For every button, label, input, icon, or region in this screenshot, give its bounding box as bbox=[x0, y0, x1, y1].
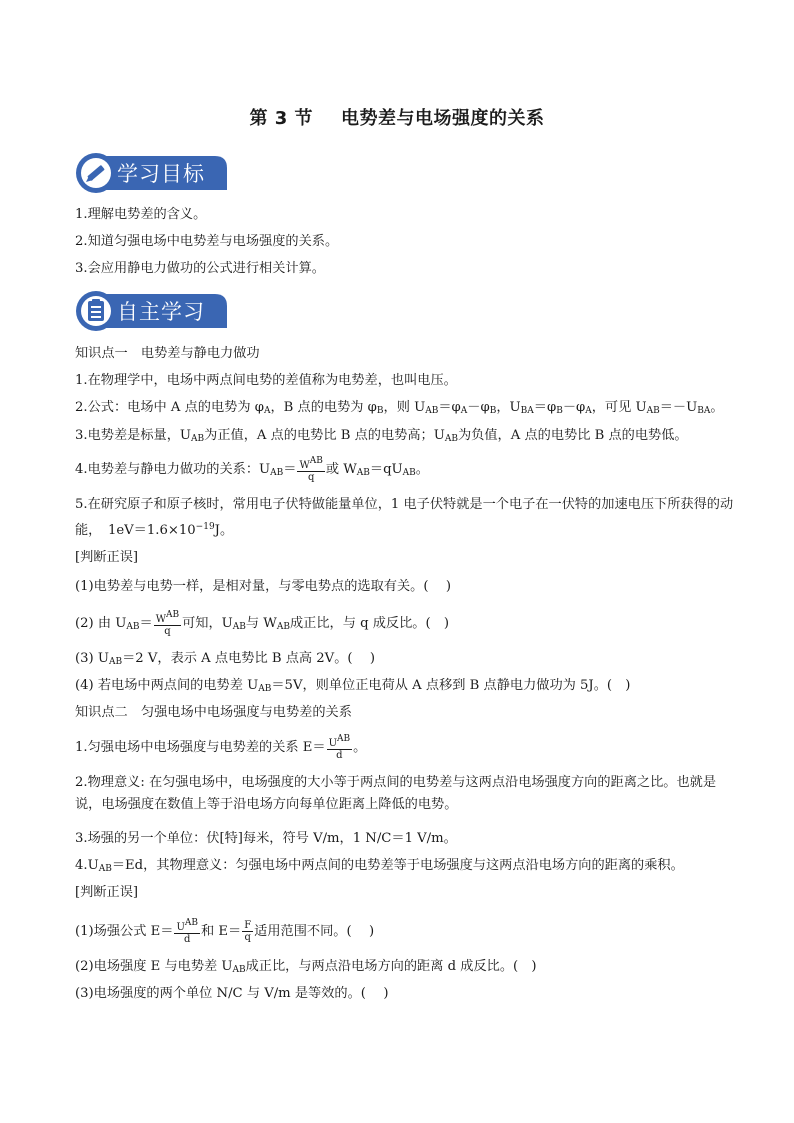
kp2-p1: 1.匀强电场中电场强度与电势差的关系 E＝ $\frac{U^{AB}}{d}$ 。 bbox=[75, 734, 367, 761]
fraction-wab-over-q: $\frac{W^{AB}}{q}$ bbox=[299, 456, 323, 483]
kp1-judge-label: [判断正误] bbox=[75, 550, 139, 565]
kp1-p3: 3.电势差是标量，$U_{AB}$为正值，A 点的电势比 B 点的电势高；$U_{AB}$为负值，A 点的电势比 B 点的电势低。 bbox=[75, 428, 688, 444]
kp1-p4: 4.电势差与静电力做功的关系：$U_{AB}=$ $\frac{W^{AB}}{q}$ 或 $W_{AB}=qU_{AB}$。 bbox=[75, 456, 429, 483]
kp1-p1: 1.在物理学中，电场中两点间电势的差值称为电势差，也叫电压。 bbox=[75, 373, 457, 388]
kp2-p2: 2.物理意义: 在匀强电场中，电场强度的大小等于两点间的电势差与这两点沿电场强度方向的距离之比。也就是说，电场强度在数值上等于沿电场方向每单位距离上降低的电势。 bbox=[75, 775, 717, 812]
goal-1: 1.理解电势差的含义。 bbox=[75, 207, 207, 222]
fraction-f-over-q: $\frac{F}{q}$ bbox=[244, 920, 252, 943]
kp2-p4: $4.U_{AB}=Ed$，其物理意义：匀强电场中两点间的电势差等于电场强度与这两点沿电场方向的距离的乘积。 bbox=[75, 858, 684, 874]
kp1-p2: 2.公式：电场中 A 点的电势为 $\varphi_A$，B 点的电势为 $\varphi_B$，则 $U_{AB}=\varphi_A-\varphi_B$，$U_{BA}=\varphi_B-\varphi_A$，可见 $U_{AB}=-U_{BA}$。 bbox=[75, 400, 724, 416]
page-title bbox=[0, 104, 794, 130]
section-topic: 电势差与电场强度的关系 bbox=[341, 108, 545, 129]
section-number: 第 3 节 bbox=[249, 108, 314, 129]
kp1-question-3: (3) $U_{AB}=2$ V，表示 A 点电势比 B 点高 2V。( ) bbox=[75, 651, 376, 667]
kp2-question-1: (1)场强公式 E＝ $\frac{U^{AB}}{d}$ 和 E＝ $\frac{F}{q}$ 适用范围不同。( ) bbox=[75, 918, 375, 945]
goal-3: 3.会应用静电力做功的公式进行相关计算。 bbox=[75, 261, 325, 276]
fraction-uab-over-d-2: $\frac{U^{AB}}{d}$ bbox=[176, 918, 198, 945]
kp1-question-4: (4) 若电场中两点间的电势差 $U_{AB}=5V$，则单位正电荷从 A 点移到 B 点静电力做功为 5J。( ) bbox=[75, 678, 631, 694]
kp2-question-2: (2)电场强度 E 与电势差 $U_{AB}$成正比，与两点沿电场方向的距离 d 成反比。( ) bbox=[75, 959, 537, 975]
kp1-question-2: (2) 由 $U_{AB}=$ $\frac{W^{AB}}{q}$ 可知，$U_{AB}$与 $W_{AB}$成正比，与 q 成反比。( ) bbox=[75, 610, 449, 637]
kp1-question-1: (1)电势差与电势一样，是相对量，与零电势点的选取有关。( ) bbox=[75, 579, 452, 594]
self-study-banner bbox=[75, 290, 230, 332]
kp2-question-3: (3)电场强度的两个单位 N/C 与 V/m 是等效的。( ) bbox=[75, 986, 389, 1001]
kp2-judge-label: [判断正误] bbox=[75, 885, 139, 900]
kp2-heading: 知识点二 匀强电场中电场强度与电势差的关系 bbox=[75, 705, 352, 720]
self-study-banner-label: 自主学习 bbox=[117, 300, 205, 324]
kp1-p5: 5.在研究原子和原子核时，常用电子伏特做能量单位，1 电子伏特就是一个电子在一伏特的加速电压下所获得的动能， $1eV=1.6\times 10^{-19}J$。 bbox=[75, 497, 734, 538]
clipboard-icon bbox=[88, 299, 104, 321]
kp2-p3: 3.场强的另一个单位：伏[特]每米，符号 V/m，1 N/C＝1 V/m。 bbox=[75, 831, 457, 846]
goal-2: 2.知道匀强电场中电势差与电场强度的关系。 bbox=[75, 234, 339, 249]
fraction-wab-over-q-2: $\frac{W^{AB}}{q}$ bbox=[155, 610, 180, 637]
kp1-heading: 知识点一 电势差与静电力做功 bbox=[75, 346, 260, 361]
goals-banner bbox=[75, 152, 230, 194]
fraction-uab-over-d: $\frac{U^{AB}}{d}$ bbox=[328, 734, 351, 761]
goals-banner-label: 学习目标 bbox=[117, 162, 205, 186]
